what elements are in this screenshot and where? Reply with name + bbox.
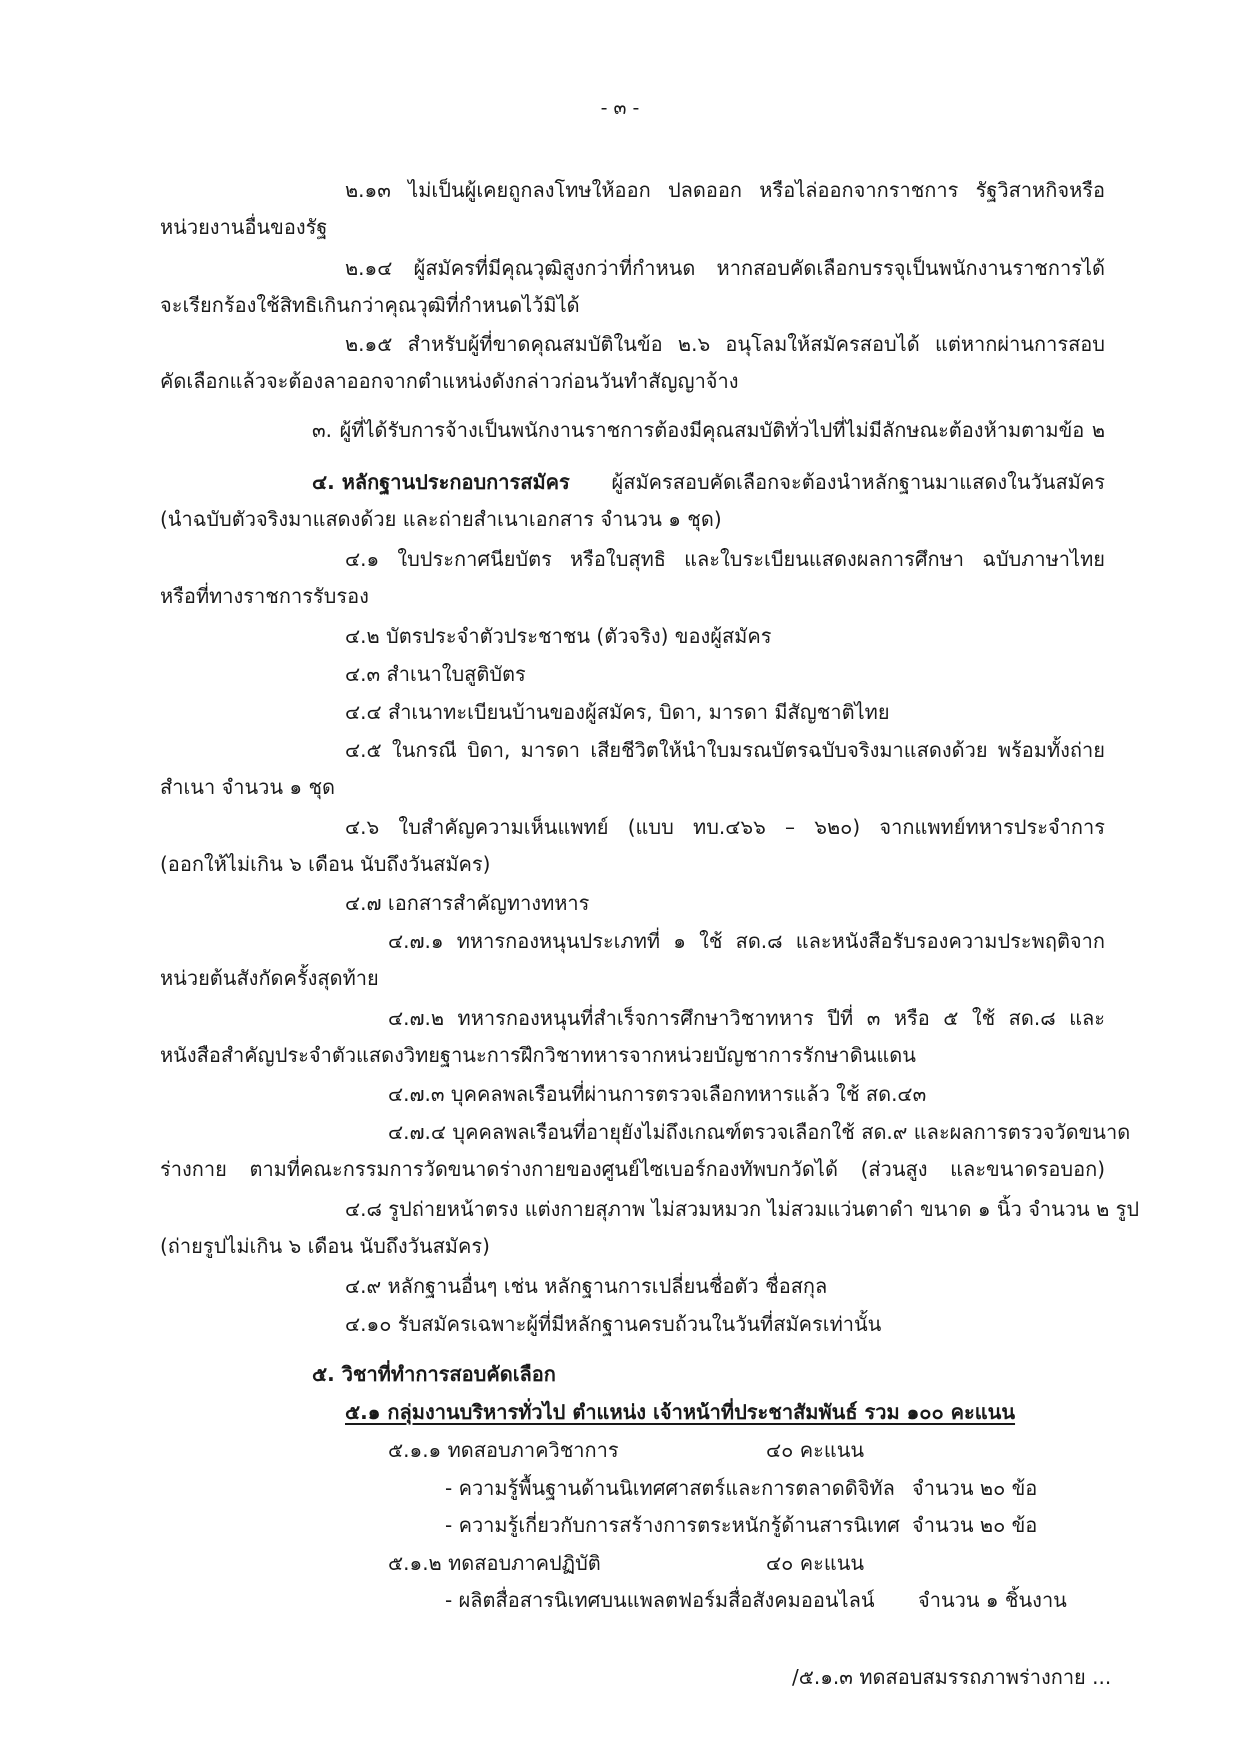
item-5-1-1: ๕.๑.๑ ทดสอบภาควิชาการ <box>388 1438 619 1462</box>
item-4-7: ๔.๗ เอกสารสำคัญทางทหาร <box>345 891 590 915</box>
page-number: - ๓ - <box>600 97 640 119</box>
item-4-text: ผู้สมัครสอบคัดเลือกจะต้องนำหลักฐานมาแสดงในวันสมัคร <box>611 470 1105 494</box>
item-4-1-line2: หรือที่ทางราชการรับรอง <box>160 584 369 608</box>
item-4-6-line1: ๔.๖ ใบสำคัญความเห็นแพทย์ (แบบ ทบ.๔๖๖ – ๖๒๐) จากแพทย์ทหารประจำการ <box>345 815 1105 839</box>
item-4-7-4-line1: ๔.๗.๔ บุคคลพลเรือนที่อายุยังไม่ถึงเกณฑ์ตรวจเลือกใช้ สด.๙ และผลการตรวจวัดขนาด <box>388 1120 1131 1144</box>
item-4-7-3: ๔.๗.๓ บุคคลพลเรือนที่ผ่านการตรวจเลือกทหารแล้ว ใช้ สด.๔๓ <box>388 1082 927 1106</box>
item-2-13-line2: หน่วยงานอื่นของรัฐ <box>160 215 328 239</box>
item-4-1-line1: ๔.๑ ใบประกาศนียบัตร หรือใบสุทธิ และใบระเบียนแสดงผลการศึกษา ฉบับภาษาไทย <box>345 547 1105 571</box>
item-4-10: ๔.๑๐ รับสมัครเฉพาะผู้ที่มีหลักฐานครบถ้วนในวันที่สมัครเท่านั้น <box>345 1312 882 1336</box>
item-4-3: ๔.๓ สำเนาใบสูติบัตร <box>345 662 526 686</box>
item-4-heading: ๔. หลักฐานประกอบการสมัคร <box>312 470 570 494</box>
item-2-14-line2: จะเรียกร้องใช้สิทธิเกินกว่าคุณวุฒิที่กำหนดไว้มิได้ <box>160 293 580 317</box>
item-5-1-2-topic-1-count: จำนวน ๑ ชิ้นงาน <box>918 1588 1067 1612</box>
item-4-5-line1: ๔.๕ ในกรณี บิดา, มารดา เสียชีวิตให้นำใบมรณบัตรฉบับจริงมาแสดงด้วย พร้อมทั้งถ่าย <box>345 738 1105 762</box>
item-4-8-line1: ๔.๘ รูปถ่ายหน้าตรง แต่งกายสุภาพ ไม่สวมหมวก ไม่สวมแว่นตาดำ ขนาด ๑ นิ้ว จำนวน ๒ รูป <box>345 1197 1140 1221</box>
item-4-line2: (นำฉบับตัวจริงมาแสดงด้วย และถ่ายสำเนาเอกสาร จำนวน ๑ ชุด) <box>160 507 722 531</box>
item-5-1-1-topic-2-count: จำนวน ๒๐ ข้อ <box>912 1513 1038 1537</box>
item-2-15-line1: ๒.๑๕ สำหรับผู้ที่ขาดคุณสมบัติในข้อ ๒.๖ อนุโลมให้สมัครสอบได้ แต่หากผ่านการสอบ <box>345 332 1105 356</box>
item-4-4: ๔.๔ สำเนาทะเบียนบ้านของผู้สมัคร, บิดา, มารดา มีสัญชาติไทย <box>345 700 890 724</box>
item-4-5-line2: สำเนา จำนวน ๑ ชุด <box>160 775 336 799</box>
item-5-heading: ๕. วิชาที่ทำการสอบคัดเลือก <box>312 1362 556 1386</box>
item-5-1-2: ๕.๑.๒ ทดสอบภาคปฏิบัติ <box>388 1551 601 1575</box>
item-4-7-4-line2: ร่างกาย ตามที่คณะกรรมการวัดขนาดร่างกายของศูนย์ไซเบอร์กองทัพบกวัดได้ (ส่วนสูง และขนาดรอบอก) <box>160 1157 1105 1181</box>
item-2-15-line2: คัดเลือกแล้วจะต้องลาออกจากตำแหน่งดังกล่าวก่อนวันทำสัญญาจ้าง <box>160 369 739 393</box>
item-5-1-2-topic-1: - ผลิตสื่อสารนิเทศบนแพลตฟอร์มสื่อสังคมออนไลน์ <box>445 1588 875 1612</box>
item-5-1-heading: ๕.๑ กลุ่มงานบริหารทั่วไป ตำแหน่ง เจ้าหน้าที่ประชาสัมพันธ์ รวม ๑๐๐ คะแนน <box>345 1400 1016 1424</box>
item-5-1-1-topic-1: - ความรู้พื้นฐานด้านนิเทศศาสตร์และการตลาดดิจิทัล <box>445 1476 895 1500</box>
item-5-1-2-score: ๔๐ คะแนน <box>766 1551 865 1575</box>
item-5-1-1-topic-1-count: จำนวน ๒๐ ข้อ <box>912 1476 1038 1500</box>
item-2-14-line1: ๒.๑๔ ผู้สมัครที่มีคุณวุฒิสูงกว่าที่กำหนด หากสอบคัดเลือกบรรจุเป็นพนักงานราชการได้ <box>345 256 1105 280</box>
item-2-13-line1: ๒.๑๓ ไม่เป็นผู้เคยถูกลงโทษให้ออก ปลดออก หรือไล่ออกจากราชการ รัฐวิสาหกิจหรือ <box>345 178 1105 202</box>
item-3: ๓. ผู้ที่ได้รับการจ้างเป็นพนักงานราชการต้องมีคุณสมบัติทั่วไปที่ไม่มีลักษณะต้องห้ามตามข้อ ๒ <box>312 418 1105 442</box>
item-4-7-1-line1: ๔.๗.๑ ทหารกองหนุนประเภทที่ ๑ ใช้ สด.๘ และหนังสือรับรองความประพฤติจาก <box>388 929 1105 953</box>
item-4-9: ๔.๙ หลักฐานอื่นๆ เช่น หลักฐานการเปลี่ยนชื่อตัว ชื่อสกุล <box>345 1274 828 1298</box>
item-5-1-1-topic-2: - ความรู้เกี่ยวกับการสร้างการตระหนักรู้ด้านสารนิเทศ <box>445 1513 900 1537</box>
item-4-8-line2: (ถ่ายรูปไม่เกิน ๖ เดือน นับถึงวันสมัคร) <box>160 1234 490 1258</box>
item-5-1-1-score: ๔๐ คะแนน <box>766 1438 865 1462</box>
item-4-7-2-line2: หนังสือสำคัญประจำตัวแสดงวิทยฐานะการฝึกวิชาทหารจากหน่วยบัญชาการรักษาดินแดน <box>160 1043 916 1067</box>
next-page-continuation: /๕.๑.๓ ทดสอบสมรรถภาพร่างกาย ... <box>792 1665 1112 1689</box>
item-4-7-2-line1: ๔.๗.๒ ทหารกองหนุนที่สำเร็จการศึกษาวิชาทหาร ปีที่ ๓ หรือ ๕ ใช้ สด.๘ และ <box>388 1006 1105 1030</box>
item-4-7-1-line2: หน่วยต้นสังกัดครั้งสุดท้าย <box>160 966 379 990</box>
item-4-2: ๔.๒ บัตรประจำตัวประชาชน (ตัวจริง) ของผู้สมัคร <box>345 624 772 648</box>
item-4-line1 <box>312 468 1105 496</box>
item-4-6-line2: (ออกให้ไม่เกิน ๖ เดือน นับถึงวันสมัคร) <box>160 852 491 876</box>
